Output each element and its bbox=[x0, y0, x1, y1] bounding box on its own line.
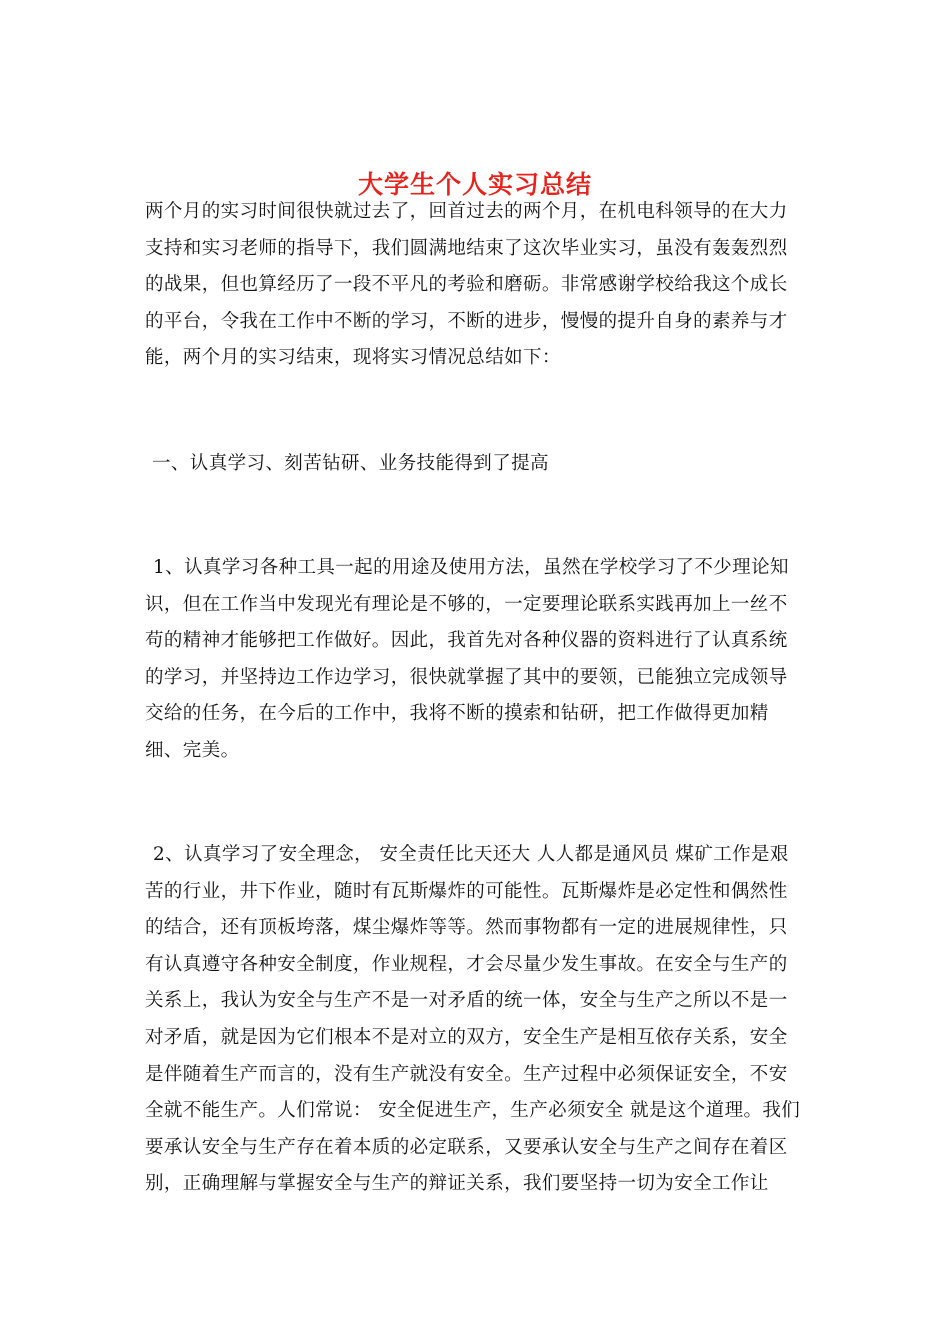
document-title: 大学生个人实习总结 bbox=[357, 169, 592, 199]
section-heading: 一、认真学习、刻苦钻研、业务技能得到了提高 bbox=[152, 453, 549, 474]
item-paragraph-2: 2、认真学习了安全理念， 安全责任比天还大 人人都是通风员 煤矿工作是艰苦的行业，井下作业，随时有瓦斯爆炸的可能性。瓦斯爆炸是必定性和偶然性的结合，还有顶板垮落，煤尘爆炸等等。然而事物都有一定的进展规律性，只有认真遵守各种安全制度，作业规程，才会尽量少发生事故。在安全与生产的关系上，我认为安全与生产不是一对矛盾的统一体，安全与生产之所以不是一对矛盾，就是因为它们根本不是对立的双方，安全生产是相互依存关系，安全是伴随着生产而言的，没有生产就没有安全。生产过程中必须保证安全，不安全就不能生产。人们常说： 安全促进生产，生产必须安全 就是这个道理。我们要承认安全与生产存在着本质的必定联系，又要承认安全与生产之间存在着区别，正确理解与掌握安全与生产的辩证关系，我们要坚持一切为安全工作让 bbox=[145, 844, 801, 1195]
item-paragraph-1: 1、认真学习各种工具一起的用途及使用方法，虽然在学校学习了不少理论知识，但在工作当中发现光有理论是不够的，一定要理论联系实践再加上一丝不苟的精神才能够把工作做好。因此，我首先对各种仪器的资料进行了认真系统的学习，并坚持边工作边学习，很快就掌握了其中的要领，已能独立完成领导交给的任务，在今后的工作中，我将不断的摸索和钻研，把工作做得更加精细、完美。 bbox=[145, 557, 789, 761]
intro-paragraph: 两个月的实习时间很快就过去了，回首过去的两个月，在机电科领导的在大力支持和实习老师的指导下，我们圆满地结束了这次毕业实习，虽没有轰轰烈烈的战果，但也算经历了一段不平凡的考验和磨砺。非常感谢学校给我这个成长的平台，令我在工作中不断的学习，不断的进步，慢慢的提升自身的素养与才能，两个月的实习结束，现将实习情况总结如下： bbox=[145, 201, 788, 369]
